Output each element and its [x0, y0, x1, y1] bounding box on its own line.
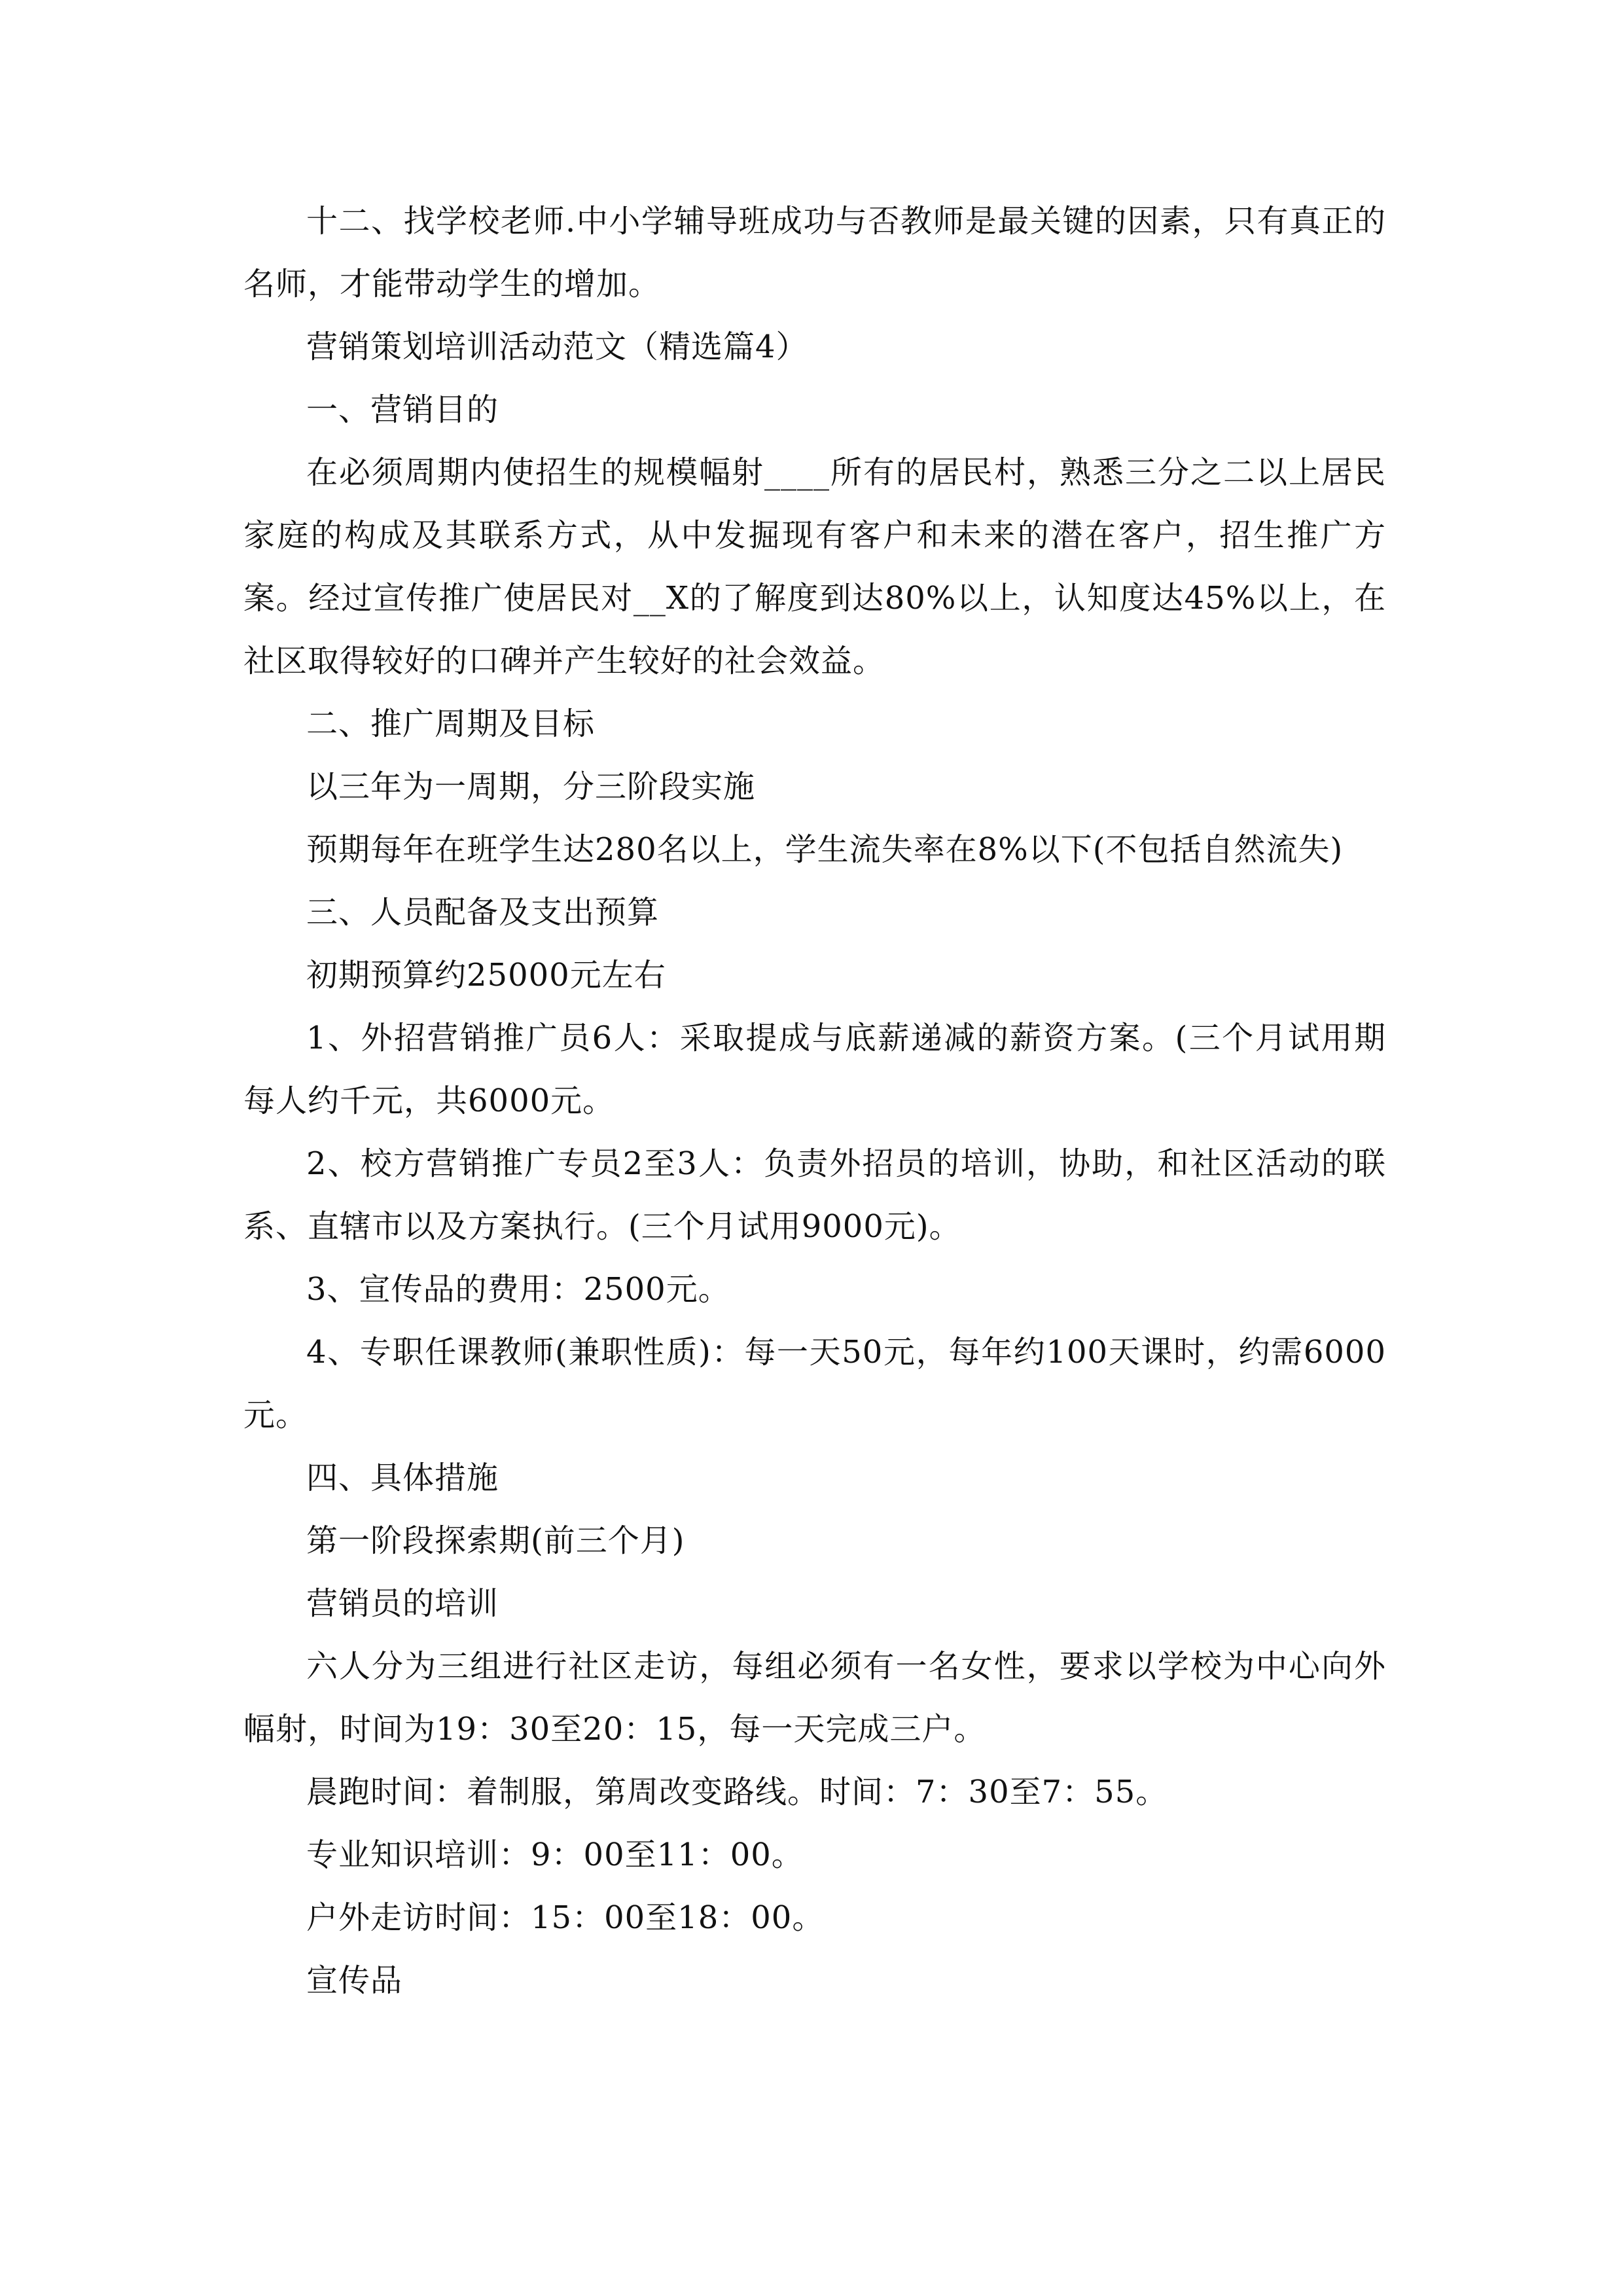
paragraph-period-phases: 以三年为一周期，分三阶段实施: [306, 768, 756, 805]
paragraph-marketing-purpose: 在必须周期内使招生的规模幅射____所有的居民村，熟悉三分之二以上居民家庭的构成及其联系方式，从中发掘现有客户和未来的潜在客户，招生推广方案。经过宣传推广使居民对__X的了解度到达80%以上，认知度达45%以上，在社区取得较好的口碑并产生较好的社会效益。: [243, 454, 1386, 679]
paragraph-morning-run: 晨跑时间：着制服，第周改变路线。时间：7：30至7：55。: [306, 1774, 1168, 1810]
heading-promotion-period: 二、推广周期及目标: [306, 706, 596, 742]
paragraph-teacher-recruitment: 十二、找学校老师.中小学辅导班成功与否教师是最关键的因素，只有真正的名师，才能带动学生的增加。: [243, 203, 1386, 302]
heading-marketer-training: 营销员的培训: [306, 1585, 499, 1622]
list-item-external-promoters: 1、外招营销推广员6人：采取提成与底薪递减的薪资方案。(三个月试用期每人约千元，共6000元。: [243, 1020, 1386, 1119]
paragraph-outdoor-visits: 户外走访时间：15：00至18：00。: [306, 1899, 825, 1936]
paragraph-knowledge-training: 专业知识培训：9：00至11：00。: [306, 1837, 804, 1873]
paragraph-expected-students: 预期每年在班学生达280名以上，学生流失率在8%以下(不包括自然流失): [306, 831, 1344, 868]
paragraph-initial-budget: 初期预算约25000元左右: [306, 957, 666, 994]
heading-promotional-materials: 宣传品: [306, 1962, 403, 1999]
document-body: [243, 190, 1386, 2012]
heading-specific-measures: 四、具体措施: [306, 1460, 499, 1496]
list-item-school-specialists: 2、校方营销推广专员2至3人：负责外招员的培训，协助，和社区活动的联系、直辖市以及方案执行。(三个月试用9000元)。: [243, 1145, 1386, 1245]
heading-marketing-purpose: 一、营销目的: [306, 391, 499, 428]
list-item-teacher-cost: 4、专职任课教师(兼职性质)：每一天50元，每年约100天课时，约需6000元。: [243, 1334, 1386, 1433]
paragraph-community-visits: 六人分为三组进行社区走访，每组必须有一名女性，要求以学校为中心向外幅射，时间为19：30至20：15，每一天完成三户。: [243, 1648, 1386, 1748]
list-item-promo-materials-cost: 3、宣传品的费用：2500元。: [306, 1271, 730, 1308]
heading-staffing-budget: 三、人员配备及支出预算: [306, 894, 660, 931]
heading-phase-one: 第一阶段探索期(前三个月): [306, 1522, 685, 1559]
section-title-sample-4: 营销策划培训活动范文（精选篇4）: [306, 329, 808, 365]
